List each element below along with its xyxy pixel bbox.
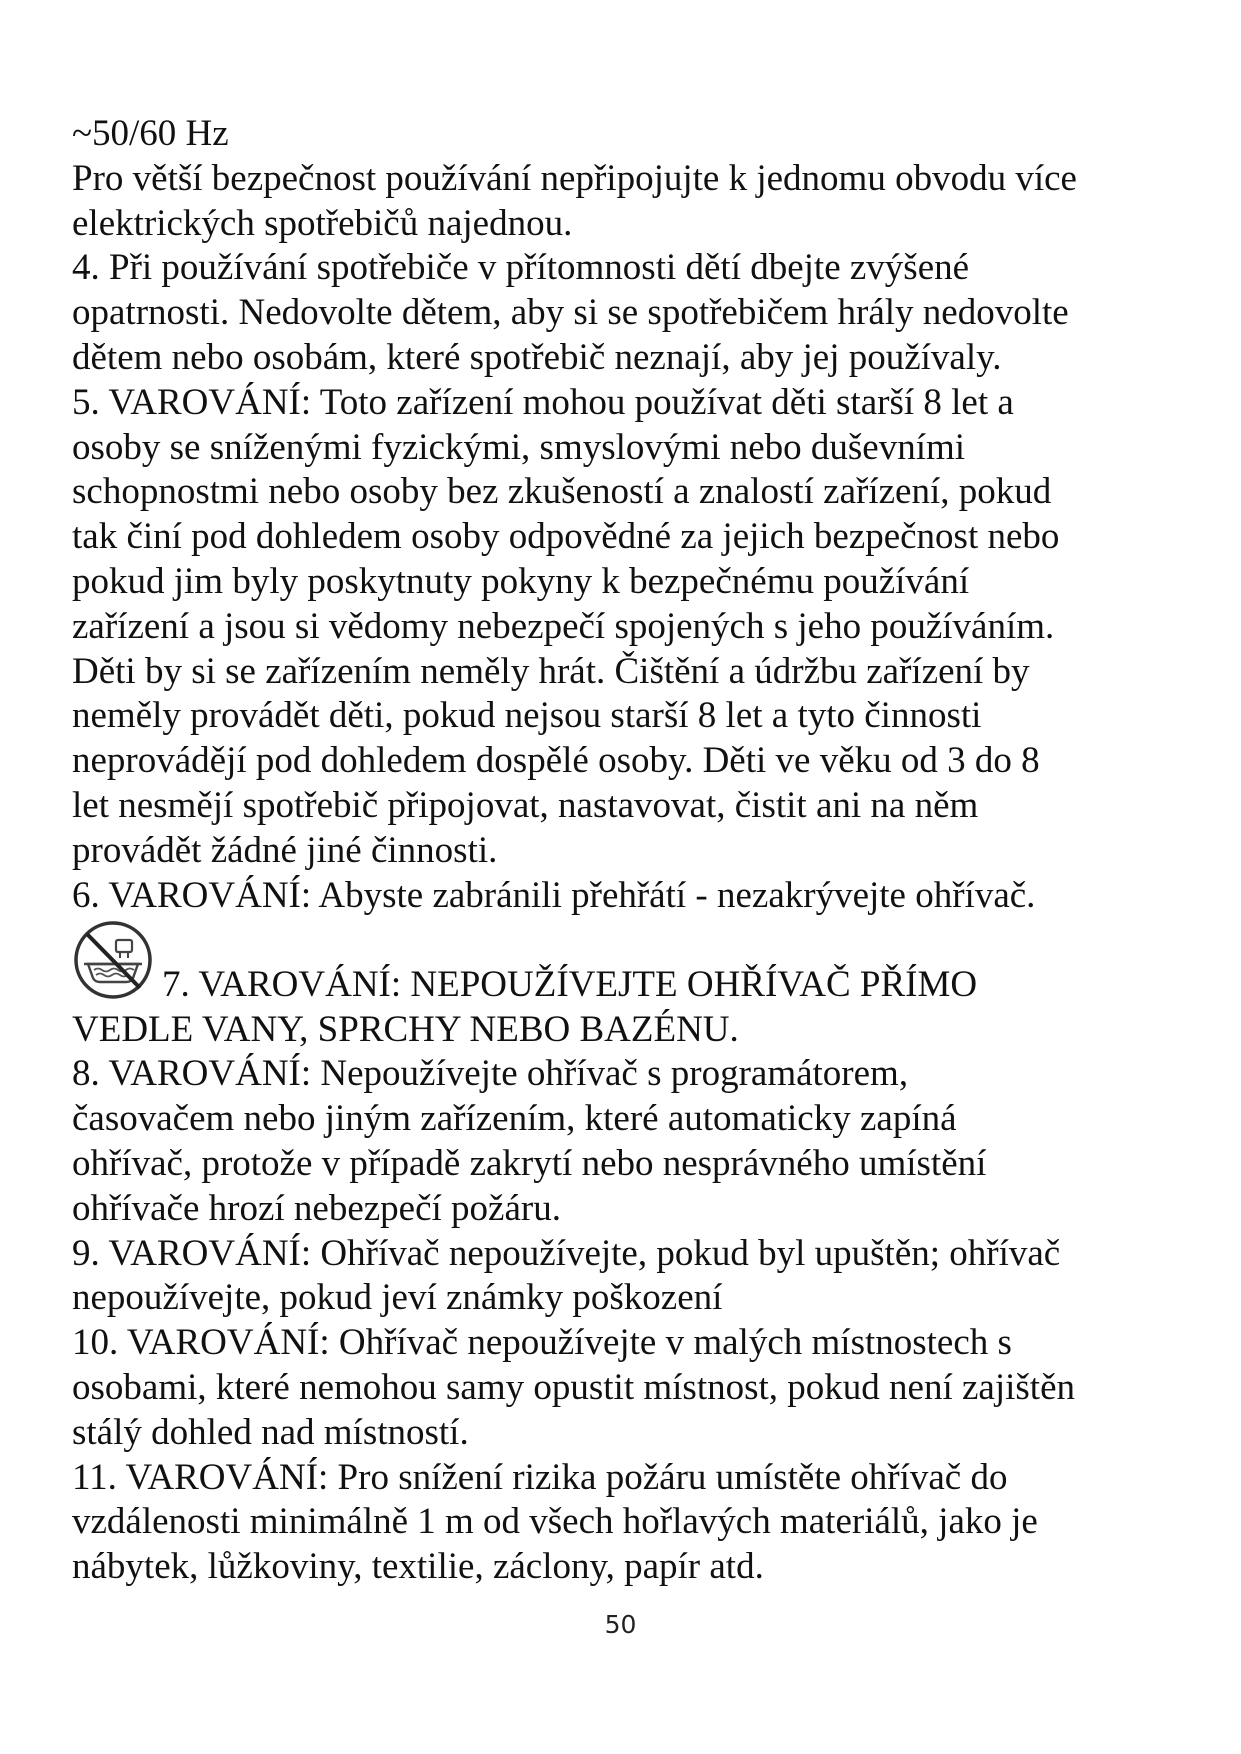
warning-item-9 [72,1232,1162,1322]
warning-7-line-1: 7. VAROVÁNÍ: NEPOUŽÍVEJTE OHŘÍVAČ PŘÍMO [162,964,978,1006]
text-line: pokud jim byly poskytnuty pokyny k bezpečnému používání [72,560,970,602]
text-line: 8. VAROVÁNÍ: Nepoužívejte ohřívač s programátorem, [72,1053,909,1095]
text-line: stálý dohled nad místností. [72,1411,469,1453]
text-line: nepoužívejte, pokud jeví známky poškození [72,1277,723,1319]
document-page [72,112,1162,1590]
text-line: dětem nebo osobám, které spotřebič neznají, aby jej používaly. [72,336,1002,378]
text-line: neměly provádět děti, pokud nejsou starší 8 let a tyto činnosti [72,695,982,737]
warning-item-11 [72,1456,1162,1590]
text-line: 5. VAROVÁNÍ: Toto zařízení mohou používat děti starší 8 let a [72,381,1014,423]
warning-item-8 [72,1052,1162,1231]
warning-item-6 [72,874,1162,919]
warning-item-5 [72,381,1162,874]
page-number: 50 [604,1610,637,1639]
text-line: osobami, které nemohou samy opustit místnost, pokud není zajištěn [72,1366,1075,1408]
text-line: osoby se sníženými fyzickými, smyslovými nebo duševními [72,426,966,468]
text-line: Děti by si se zařízením neměly hrát. Čištění a údržbu zařízení by [72,650,1030,692]
no-bath-icon [72,918,158,1004]
warning-item-4 [72,246,1162,380]
warning-7-line-2: VEDLE VANY, SPRCHY NEBO BAZÉNU. [72,1009,739,1051]
text-line: 11. VAROVÁNÍ: Pro snížení rizika požáru umístěte ohřívač do [72,1456,1008,1498]
text-line: ohřívače hrozí nebezpečí požáru. [72,1187,561,1229]
text-line: ~50/60 Hz [72,113,229,154]
intro-paragraph [72,157,1162,247]
warning-item-7 [72,918,1162,1052]
text-line: elektrických spotřebičů najednou. [72,202,573,244]
text-line: nábytek, lůžkoviny, textilie, záclony, papír atd. [72,1546,764,1588]
text-line: neprovádějí pod dohledem dospělé osoby. Děti ve věku od 3 do 8 [72,740,1040,782]
text-line: schopnostmi nebo osoby bez zkušeností a znalostí zařízení, pokud [72,471,1052,513]
text-line: opatrnosti. Nedovolte dětem, aby si se spotřebičem hrály nedovolte [72,292,1069,334]
text-line: 4. Při používání spotřebiče v přítomnosti dětí dbejte zvýšené [72,247,970,289]
text-line: vzdálenosti minimálně 1 m od všech hořlavých materiálů, jako je [72,1501,1038,1543]
text-line: provádět žádné jiné činnosti. [72,829,498,871]
frequency-line [72,112,1162,157]
text-line: ohřívač, protože v případě zakrytí nebo nesprávného umístění [72,1142,987,1184]
warning-item-10 [72,1321,1162,1455]
text-line: časovačem nebo jiným zařízením, které automaticky zapíná [72,1098,957,1140]
text-line: zařízení a jsou si vědomy nebezpečí spojených s jeho používáním. [72,605,1055,647]
text-line: let nesmějí spotřebič připojovat, nastavovat, čistit ani na něm [72,784,979,826]
text-line: Pro větší bezpečnost používání nepřipojujte k jednomu obvodu více [72,157,1077,199]
text-line: 9. VAROVÁNÍ: Ohřívač nepoužívejte, pokud byl upuštěn; ohřívač [72,1232,1061,1274]
text-line: 10. VAROVÁNÍ: Ohřívač nepoužívejte v malých místnostech s [72,1322,1012,1364]
text-line: tak činí pod dohledem osoby odpovědné za jejich bezpečnost nebo [72,516,1060,558]
text-line: 6. VAROVÁNÍ: Abyste zabránili přehřátí - nezakrývejte ohřívač. [72,874,1036,916]
